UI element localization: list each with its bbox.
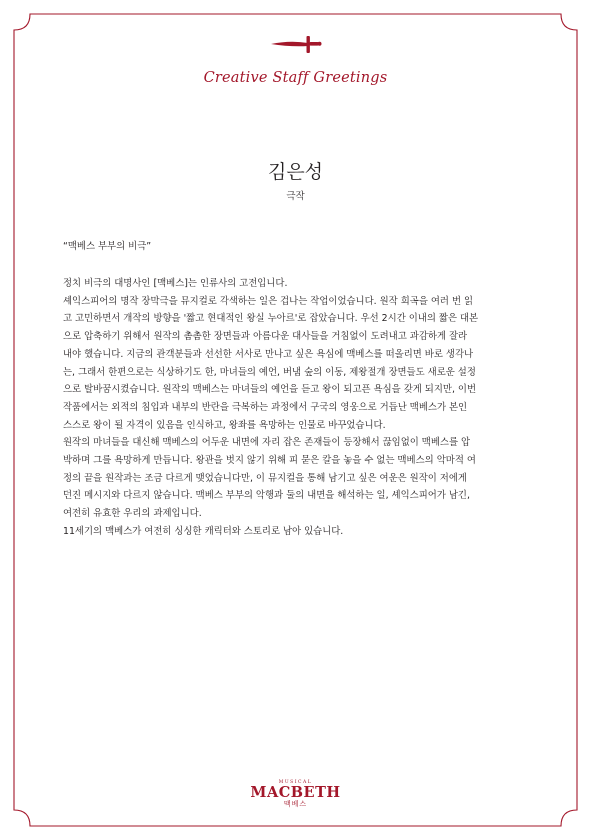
person-name: 김은성 xyxy=(267,161,324,183)
macbeth-logo xyxy=(0,780,591,809)
dagger-icon xyxy=(270,16,322,56)
text-line: 으로 탈바꿈시켰습니다. 원작의 맥베스는 마녀들의 예언을 듣고 왕이 되고픈 욕심을 갖게 되지만, 이번 xyxy=(63,384,477,396)
text-line: 11세기의 맥베스가 여전히 싱싱한 캐릭터와 스토리로 남아 있습니다. xyxy=(63,525,344,537)
text-line: 정의 끝을 원작과는 조금 다르게 맺었습니다만, 이 뮤지컬을 통해 남기고 싶은 여운은 원작이 저에게 xyxy=(63,472,467,484)
text-line: 스스로 왕이 될 자격이 있음을 인식하고, 왕좌를 욕망하는 인물로 바꾸었습니다. xyxy=(63,419,386,431)
text-line: 작품에서는 외적의 침입과 내부의 반란을 극복하는 과정에서 구국의 영웅으로 거듭난 맥베스가 본인 xyxy=(63,401,468,413)
logo-korean-title: 맥베스 xyxy=(283,800,308,808)
text-line: 으로 압축하기 위해서 원작의 촘촘한 장면들과 아름다운 대사들을 거침없이 도려내고 과감하게 잘라 xyxy=(63,331,468,343)
person-role: 극작 xyxy=(286,191,305,202)
text-line: 원작의 마녀들을 대신해 맥베스의 어두운 내면에 자리 잡은 존재들이 등장해서 끊임없이 맥베스를 압 xyxy=(63,437,471,449)
logo-title: MACBETH xyxy=(250,784,341,801)
text-line: 박하며 그를 욕망하게 만듭니다. 왕관을 벗지 않기 위해 피 묻은 칼을 놓을 수 없는 맥베스의 악마적 여 xyxy=(63,455,476,467)
text-line: 여전히 유효한 우리의 과제입니다. xyxy=(63,508,202,520)
text-line: 셰익스피어의 명작 장막극을 뮤지컬로 각색하는 일은 겁나는 작업이었습니다. 원작 희곡을 여러 번 읽 xyxy=(63,295,474,307)
text-line: 내야 했습니다. 지금의 관객분들과 선선한 서사로 만나고 싶은 욕심에 맥베스를 떠올리면 바로 생각나 xyxy=(63,348,474,360)
logo-musical-label: MUSICAL xyxy=(278,780,313,785)
text-line: 정치 비극의 대명사인 [맥베스]는 인류사의 고전입니다. xyxy=(63,278,288,289)
text-line: 는, 그래서 한편으로는 식상하기도 한, 마녀들의 예언, 버냄 숲의 이동, 제왕절개 장면들도 새로운 설정 xyxy=(63,366,476,378)
quote-title: “맥베스 부부의 비극” xyxy=(63,241,152,252)
paragraph xyxy=(63,434,531,523)
text-line: 던진 메시지와 다르지 않습니다. 맥베스 부부의 악행과 둘의 내면을 해석하는 일, 셰익스피어가 남긴, xyxy=(63,490,470,502)
header-title: Creative Staff Greetings xyxy=(203,70,388,86)
paragraph xyxy=(63,293,531,435)
paragraph xyxy=(63,523,531,541)
body-text xyxy=(63,275,531,541)
paragraph xyxy=(63,275,531,293)
text-line: 고 고민하면서 개작의 방향을 '짧고 현대적인 왕실 누아르'로 잡았습니다. 우선 2시간 이내의 짧은 대본 xyxy=(63,313,479,325)
